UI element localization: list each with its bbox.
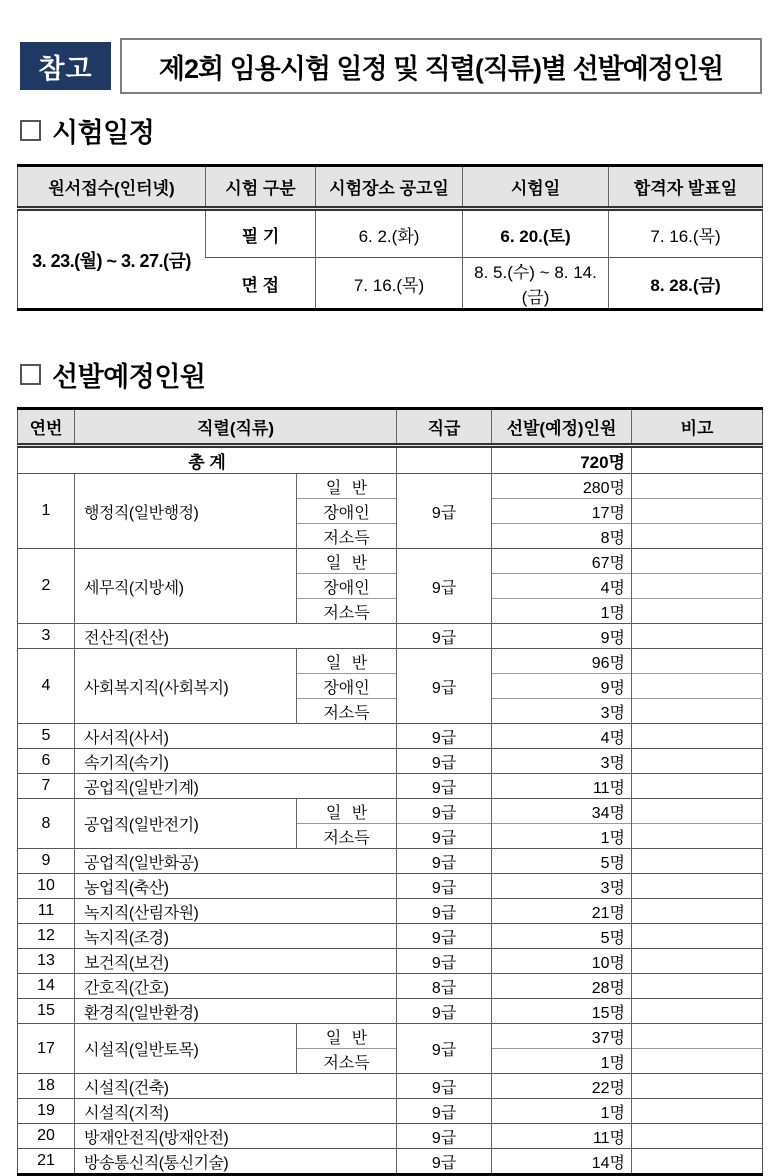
table-row [18, 924, 763, 949]
table-row [18, 949, 763, 974]
series-cell: 방송통신직(통신기술) [75, 1149, 397, 1175]
application-period-cell: 3. 23.(월) ~ 3. 27.(금) [18, 209, 206, 310]
table-row [18, 1074, 763, 1099]
col-result-date: 합격자 발표일 [609, 166, 763, 209]
category-cell: 저소득 [297, 1049, 397, 1074]
grade-cell: 9급 [397, 899, 492, 924]
remark-cell [632, 799, 763, 824]
remark-cell [632, 1074, 763, 1099]
series-cell: 행정직(일반행정) [75, 474, 297, 549]
category-cell: 일 반 [297, 474, 397, 499]
remark-cell [632, 899, 763, 924]
series-cell: 농업직(축산) [75, 874, 397, 899]
count-cell: 96명 [492, 649, 632, 674]
seq-cell: 4 [18, 649, 75, 724]
grade-cell: 9급 [397, 799, 492, 824]
grade-cell: 9급 [397, 649, 492, 724]
remark-cell [632, 724, 763, 749]
remark-cell [632, 1099, 763, 1124]
table-row [18, 1099, 763, 1124]
grade-cell: 9급 [397, 999, 492, 1024]
remark-cell [632, 1124, 763, 1149]
table-row [18, 549, 763, 574]
series-cell: 공업직(일반전기) [75, 799, 297, 849]
series-cell: 공업직(일반화공) [75, 849, 397, 874]
count-cell: 17명 [492, 499, 632, 524]
count-cell: 15명 [492, 999, 632, 1024]
grade-cell: 9급 [397, 949, 492, 974]
seq-cell: 18 [18, 1074, 75, 1099]
table-row [18, 874, 763, 899]
seq-cell: 2 [18, 549, 75, 624]
count-cell: 67명 [492, 549, 632, 574]
venue-notice-date-cell: 7. 16.(목) [316, 258, 463, 310]
grade-cell: 9급 [397, 1099, 492, 1124]
table-row [18, 974, 763, 999]
selection-heading [20, 355, 762, 394]
series-cell: 보건직(보건) [75, 949, 397, 974]
category-cell: 저소득 [297, 699, 397, 724]
total-remark-cell [632, 446, 763, 474]
seq-cell: 9 [18, 849, 75, 874]
category-cell: 저소득 [297, 824, 397, 849]
seq-cell: 17 [18, 1024, 75, 1074]
count-cell: 1명 [492, 599, 632, 624]
count-cell: 22명 [492, 1074, 632, 1099]
series-cell: 전산직(전산) [75, 624, 397, 649]
grade-cell: 8급 [397, 974, 492, 999]
grade-cell: 9급 [397, 824, 492, 849]
grade-cell: 9급 [397, 474, 492, 549]
table-row [18, 799, 763, 824]
table-row [18, 999, 763, 1024]
seq-cell: 5 [18, 724, 75, 749]
total-label-cell: 총 계 [18, 446, 397, 474]
remark-cell [632, 774, 763, 799]
count-cell: 1명 [492, 1049, 632, 1074]
remark-cell [632, 499, 763, 524]
grade-cell: 9급 [397, 874, 492, 899]
remark-cell [632, 874, 763, 899]
series-cell: 시설직(지적) [75, 1099, 397, 1124]
grade-cell: 9급 [397, 1024, 492, 1074]
seq-cell: 21 [18, 1149, 75, 1175]
col-grade: 직급 [397, 409, 492, 446]
grade-cell: 9급 [397, 749, 492, 774]
grade-cell: 9급 [397, 1074, 492, 1099]
exam-category-cell: 면 접 [206, 258, 316, 310]
count-cell: 28명 [492, 974, 632, 999]
remark-cell [632, 999, 763, 1024]
seq-cell: 14 [18, 974, 75, 999]
total-row [18, 446, 763, 474]
series-cell: 시설직(건축) [75, 1074, 397, 1099]
table-row [18, 899, 763, 924]
count-cell: 3명 [492, 874, 632, 899]
selection-table [17, 407, 763, 1176]
col-exam-date: 시험일 [463, 166, 609, 209]
remark-cell [632, 924, 763, 949]
series-cell: 공업직(일반기계) [75, 774, 397, 799]
col-count: 선발(예정)인원 [492, 409, 632, 446]
remark-cell [632, 699, 763, 724]
seq-cell: 12 [18, 924, 75, 949]
table-row [18, 749, 763, 774]
seq-cell: 6 [18, 749, 75, 774]
col-seq: 연번 [18, 409, 75, 446]
category-cell: 일 반 [297, 549, 397, 574]
count-cell: 14명 [492, 1149, 632, 1175]
count-cell: 1명 [492, 1099, 632, 1124]
table-row [18, 649, 763, 674]
remark-cell [632, 824, 763, 849]
remark-cell [632, 599, 763, 624]
seq-cell: 20 [18, 1124, 75, 1149]
count-cell: 10명 [492, 949, 632, 974]
series-cell: 녹지직(조경) [75, 924, 397, 949]
exam-schedule-heading-label: 시험일정 [52, 118, 155, 148]
table-row [18, 474, 763, 499]
seq-cell: 15 [18, 999, 75, 1024]
table-row [18, 1149, 763, 1175]
count-cell: 5명 [492, 924, 632, 949]
col-exam-category: 시험 구분 [206, 166, 316, 209]
series-cell: 방재안전직(방재안전) [75, 1124, 397, 1149]
table-row [18, 849, 763, 874]
count-cell: 11명 [492, 1124, 632, 1149]
count-cell: 3명 [492, 749, 632, 774]
col-application-period: 원서접수(인터넷) [18, 166, 206, 209]
table-row [18, 1024, 763, 1049]
series-cell: 세무직(지방세) [75, 549, 297, 624]
remark-cell [632, 474, 763, 499]
count-cell: 34명 [492, 799, 632, 824]
exam-schedule-table [17, 164, 763, 311]
document-title: 제2회 임용시험 일정 및 직렬(직류)별 선발예정인원 [120, 38, 762, 94]
count-cell: 4명 [492, 574, 632, 599]
remark-cell [632, 1049, 763, 1074]
series-cell: 녹지직(산림자원) [75, 899, 397, 924]
col-remark: 비고 [632, 409, 763, 446]
count-cell: 4명 [492, 724, 632, 749]
series-cell: 시설직(일반토목) [75, 1024, 297, 1074]
grade-cell: 9급 [397, 624, 492, 649]
table-row [18, 774, 763, 799]
remark-cell [632, 1024, 763, 1049]
venue-notice-date-cell: 6. 2.(화) [316, 209, 463, 258]
seq-cell: 19 [18, 1099, 75, 1124]
remark-cell [632, 949, 763, 974]
result-date-cell: 8. 28.(금) [609, 258, 763, 310]
exam-schedule-heading [20, 111, 762, 150]
count-cell: 21명 [492, 899, 632, 924]
square-bullet-icon [20, 120, 41, 141]
series-cell: 간호직(간호) [75, 974, 397, 999]
category-cell: 장애인 [297, 499, 397, 524]
table-row [18, 1124, 763, 1149]
remark-cell [632, 649, 763, 674]
seq-cell: 10 [18, 874, 75, 899]
result-date-cell: 7. 16.(목) [609, 209, 763, 258]
series-cell: 사회복지직(사회복지) [75, 649, 297, 724]
count-cell: 280명 [492, 474, 632, 499]
col-venue-notice-date: 시험장소 공고일 [316, 166, 463, 209]
count-cell: 1명 [492, 824, 632, 849]
seq-cell: 7 [18, 774, 75, 799]
category-cell: 장애인 [297, 674, 397, 699]
remark-cell [632, 849, 763, 874]
grade-cell: 9급 [397, 1149, 492, 1175]
total-count-cell: 720명 [492, 446, 632, 474]
remark-cell [632, 974, 763, 999]
selection-heading-label: 선발예정인원 [52, 362, 206, 392]
reference-badge: 참고 [20, 42, 111, 90]
count-cell: 37명 [492, 1024, 632, 1049]
total-grade-cell [397, 446, 492, 474]
grade-cell: 9급 [397, 849, 492, 874]
remark-cell [632, 624, 763, 649]
seq-cell: 3 [18, 624, 75, 649]
category-cell: 저소득 [297, 599, 397, 624]
selection-header-row [18, 409, 763, 446]
remark-cell [632, 674, 763, 699]
grade-cell: 9급 [397, 924, 492, 949]
table-row [18, 724, 763, 749]
count-cell: 9명 [492, 674, 632, 699]
series-cell: 환경직(일반환경) [75, 999, 397, 1024]
category-cell: 장애인 [297, 574, 397, 599]
remark-cell [632, 524, 763, 549]
exam-category-cell: 필 기 [206, 209, 316, 258]
category-cell: 일 반 [297, 799, 397, 824]
seq-cell: 8 [18, 799, 75, 849]
grade-cell: 9급 [397, 774, 492, 799]
grade-cell: 9급 [397, 1124, 492, 1149]
remark-cell [632, 549, 763, 574]
category-cell: 저소득 [297, 524, 397, 549]
category-cell: 일 반 [297, 1024, 397, 1049]
schedule-row-written [18, 209, 763, 258]
count-cell: 11명 [492, 774, 632, 799]
grade-cell: 9급 [397, 549, 492, 624]
schedule-header-row [18, 166, 763, 209]
count-cell: 5명 [492, 849, 632, 874]
exam-date-cell: 8. 5.(수) ~ 8. 14.(금) [463, 258, 609, 310]
count-cell: 8명 [492, 524, 632, 549]
exam-date-cell: 6. 20.(토) [463, 209, 609, 258]
seq-cell: 13 [18, 949, 75, 974]
series-cell: 속기직(속기) [75, 749, 397, 774]
count-cell: 3명 [492, 699, 632, 724]
square-bullet-icon [20, 364, 41, 385]
table-row [18, 624, 763, 649]
seq-cell: 11 [18, 899, 75, 924]
remark-cell [632, 1149, 763, 1175]
count-cell: 9명 [492, 624, 632, 649]
series-cell: 사서직(사서) [75, 724, 397, 749]
document-header [20, 38, 762, 94]
seq-cell: 1 [18, 474, 75, 549]
remark-cell [632, 574, 763, 599]
category-cell: 일 반 [297, 649, 397, 674]
col-series: 직렬(직류) [75, 409, 397, 446]
remark-cell [632, 749, 763, 774]
grade-cell: 9급 [397, 724, 492, 749]
